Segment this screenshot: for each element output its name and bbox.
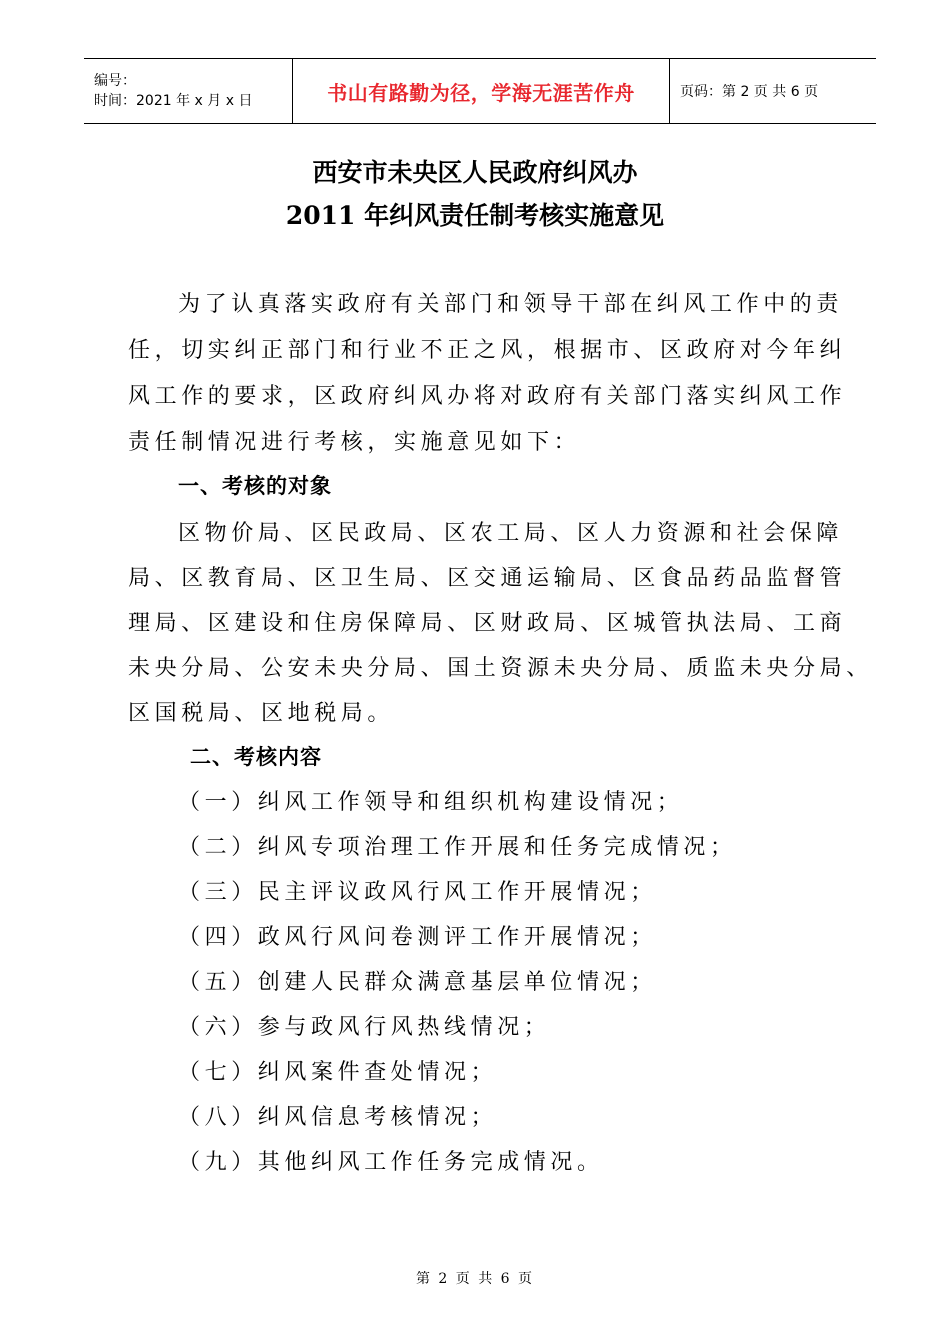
section1-line: 理局、区建设和住房保障局、区财政局、区城管执法局、工商 [128,611,847,636]
section2-item: （六）参与政风行风热线情况； [178,1015,551,1040]
section2-item: （三）民主评议政风行风工作开展情况； [178,880,657,905]
intro-line: 风工作的要求，区政府纠风办将对政府有关部门落实纠风工作 [128,384,847,409]
intro-line: 任，切实纠正部门和行业不正之风，根据市、区政府对今年纠 [128,338,847,363]
page-footer: 第 2 页 共 6 页 [415,1271,535,1287]
section1-line: 未央分局、公安未央分局、国土资源未央分局、质监未央分局、 [128,656,873,681]
section1-line: 区物价局、区民政局、区农工局、区人力资源和社会保障 [178,521,844,546]
section1-line: 区国税局、区地税局。 [128,701,395,726]
section2-item: （二）纠风专项治理工作开展和任务完成情况； [178,835,737,860]
intro-line: 责任制情况进行考核，实施意见如下： [128,430,581,455]
section2-item: （七）纠风案件查处情况； [178,1060,498,1085]
document-number-label: 编号： [94,73,136,89]
intro-line: 为了认真落实政府有关部门和领导干部在纠风工作中的责 [178,292,844,317]
document-title-line2: 2011 年纠风责任制考核实施意见 [285,201,665,230]
document-title-line1: 西安市未央区人民政府纠风办 [312,158,638,187]
header-meta-cell [84,59,293,124]
section2-item: （八）纠风信息考核情况； [178,1105,498,1130]
header-page-info: 页码：第 2 页 共 6 页 [670,59,877,124]
section2-item: （九）其他纠风工作任务完成情况。 [178,1150,604,1175]
header-motto: 书山有路勤为径，学海无涯苦作舟 [293,59,670,124]
document-time-label: 时间：2021 年 x 月 x 日 [94,93,253,109]
section2-item: （五）创建人民群众满意基层单位情况； [178,970,657,995]
section2-item: （一）纠风工作领导和组织机构建设情况； [178,790,684,815]
section2-item: （四）政风行风问卷测评工作开展情况； [178,925,657,950]
section1-line: 局、区教育局、区卫生局、区交通运输局、区食品药品监督管 [128,566,847,591]
section2-heading: 二、考核内容 [190,745,322,769]
section1-heading: 一、考核的对象 [178,474,332,498]
document-header [84,58,876,124]
